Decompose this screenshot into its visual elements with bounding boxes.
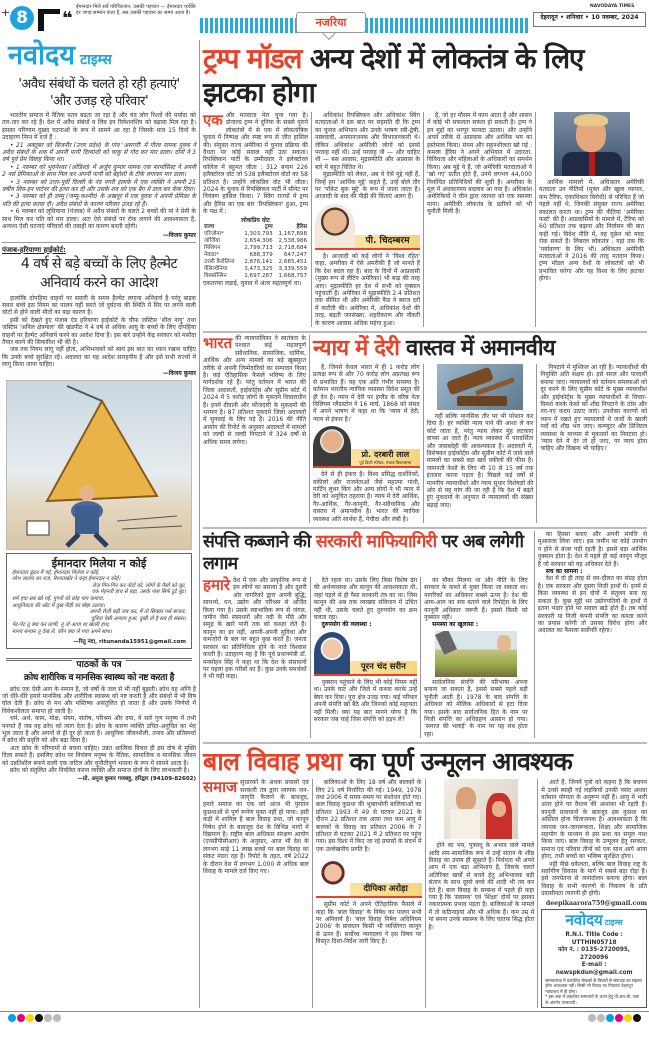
right-section xyxy=(200,40,647,1008)
chidambaram-photo-block xyxy=(315,204,420,250)
trump-col-1 xyxy=(203,112,311,327)
property-col-1 xyxy=(203,577,310,738)
darbari-lal-byline xyxy=(351,449,420,466)
table-cell: 2,654,306 xyxy=(244,238,273,245)
helmet-section-label: पंजाब-हरियाणा हाईकोर्ट: xyxy=(2,245,66,254)
table-header: राज्य xyxy=(204,224,215,231)
paragraph: अतः क्रोध के परिणामों से बचना चाहिए। उन्नत आत्मिक विचार ही इस दोष से मुक्ति दिला सकते हैं। इसलिए क्रोध पर नियंत्रण मनुष्य के नैतिक, सामाजिक व मानसिक जीवन को उन्नतिशील बनाने वाली एक जटिल और चुनौतीपूर्ण भावना के रूप में सामने आता है। xyxy=(2,744,196,767)
trump-photo xyxy=(554,112,630,176)
puran-chand-sarin-byline xyxy=(350,661,418,674)
chidambaram-photo xyxy=(315,204,355,248)
page-number: 8 xyxy=(16,8,28,28)
poem-line: मानव बनकर तू देख ले, कौन क्या ले गया अपने साथ। xyxy=(12,628,112,635)
paragraph: है, जो हर मौसम में काम आता है और शासन में कोई भी सफलता सफल हो सकती है। ट्रम्प ने इन मुद्दों का भरपूर फायदा उठाया। और उन्होंने अपने तरीके से आप्रवास और आर्थिक भय का इस्तेमाल किया। संयम और सहनशीलता खो गई : कमला हैरिस ने अपने अभियान में उदारता, विविधता और महिलाओं के अधिकारों का समर्थन किया। अब मुद्दे ये हैं, जो अमेरिकी मतदाताओं ने 'खो गए' प्रतीत होते हैं, उनमें लगभग 44,000 निर्वाचित प्रतिनिधियों की सूची है। अमरीका के मूल में अंधकारमय बदलाव आ गया है। अधिकांश अमेरिकियों ने चीन द्वारा व्यापार को एक समस्या माना। अमेरिकी लोकतंत्र के प्रतीकों को भी चुनौती मिली है। xyxy=(427,112,532,216)
poem-line: ईमानदार ढूंढन मैं गई, ईमानदार मिलेया न कोई, xyxy=(12,569,100,576)
byline-name: दीपिका अरोड़ा xyxy=(363,884,408,895)
table-header: हैरिस xyxy=(296,224,307,231)
paragraph: का मौका मिलना था और नीति के लिए सरकार के कब्जे से मुक्त किया जा सकता था। नागरिकों का अधिकार सबसे ऊपर है। देश की आम-आम का सच बताने वाले रिपोर्ट्स के लिए कानूनी अधिकार जरूरी हैं। इससे किसी को नुक्सान नहीं। xyxy=(424,577,528,622)
paragraph: क्रोध को संतुलित और नियंत्रित करना व्यक्ति और समाज दोनों के लिए लाभकारी है। xyxy=(10,766,190,774)
paragraph: देने से ही इंकार है। विश्व प्रसिद्ध दार्शनिकों, वकीलों और राजनेताओं जैसे महात्मा गांधी, मार्टिन लूथर किंग और अन्य लोगों ने भी न्याय में देरी को अनुचित ठहराया है। न्याय में देरी आर्थिक, गैर-आर्थिक, गैर-कानूनी, गैर-संवैधानिक और वास्तव में अमानवीय है। भारत की न्यायिक व्यवस्था अति सार्थक है, पेचीदा और लंबी है। xyxy=(313,471,420,523)
poem-line: अपनी रोज़ी बढ़ी जब कर, मैं तो सिक्का पर्स बाजार, xyxy=(89,609,186,616)
trump-kicker: एक xyxy=(203,111,223,129)
darbari-lal-photo xyxy=(313,426,351,466)
property-col-3 xyxy=(420,577,531,738)
left-column xyxy=(2,40,200,1008)
paragraph: • 21 अक्तूबर को बिजनौर (उत्तर प्रदेश) के गांव 'असगरी' में गौरव नामक युवक ने अवैध संबंधों के शक में अपनी पत्नी दिव्यांशी को चाकू से गोद कर मार डाला। दोनों ने 3 वर्ष पूर्व प्रेम विवाह किया था। xyxy=(2,141,196,164)
imprint-note: समाचारपत्र में प्रकाशित लेखकों के विचारों से संपादक का सहमत होना आवश्यक नहीं। किसी भी विवाद का निपटारा देहरादून न्यायालय में ही होगा। xyxy=(545,978,642,994)
imprint-email: E-mail : newspkdun@gmail.com xyxy=(555,962,633,976)
table-cell: 1,697,287 xyxy=(244,273,273,280)
paper-name-small: NAVODAYA TIMES xyxy=(590,4,635,9)
poem-line: रोज़ गिन-गिन कर नोटों को, लोगों के पैसों को लूट, xyxy=(92,582,186,589)
paragraph: होने का भय, पुत्रवधू के अभाव वाले मामले आदि सम-सामाजिक रूप में उन्हें संतान के शीघ्र विवाह का उपाय ही सुझाते हैं। निर्धनता भी अपने आप में एक बड़ा अभिशाप है, जिसके चलते अतिरिक्त खर्चों से बचने हेतु अभिभावक बड़ी संतान के साथ दूसरे बच्चे की शादी भी तय कर देते हैं। बाल विवाह के सम्बन्ध में पहले ही कहा गया है कि 'स्वास्थ्य' एवं 'शिक्षा' दोनों पर इसका नकारात्मक प्रभाव पड़ता है। बालिकाओं के मामले में तो कठिनाइयां और भी अधिक हैं। कम उम्र में मां बनना उनके स्वास्थ्य के लिए घातक सिद्ध होता है। xyxy=(428,842,535,931)
childmarriage-col-2 xyxy=(312,779,425,1008)
divider xyxy=(2,242,196,243)
table-cell: जॉर्जिया xyxy=(204,238,220,245)
paragraph: अधिकांश रिपब्लिकन और अधिकांश स्विंग मतदाताओं ने इस बात पर सहमति दी कि ट्रम्प का चुनाव अभियान और उनके भाषण स्त्री-द्वेषी, नस्लवादी, अपमानजनक और विभाजनकारी थे। लेकिन अधिकांश अमेरिकी लोगों को इससे परवाह नहीं थी। उन्हें परवाह थी — और चाहिए थी — बस आवास, मुद्रास्फीति और अप्रवास के बारे में बहुत चिंतित थे। xyxy=(315,112,420,171)
poem-title: ईमानदार मिलेया न कोई xyxy=(51,556,147,570)
property-headline-red: सरकारी माफियागिरी xyxy=(315,532,437,553)
puran-chand-sarin-photo-block xyxy=(314,632,418,676)
editorial-headline-2: 'और उजड़ रहे परिवार' xyxy=(49,94,149,109)
paragraph: बालिकाओं के लिए 18 वर्ष और बालकों के लिए 21 वर्ष निर्धारित की गई। 1949, 1978 तथा 2006 में समय-समय पर संशोधन होते गए। बाल विवाह कुप्रथा की भुक्तभोगी बालिकाओं का प्रतिशत 1993 में 49 से घटकर 2021 के दौरान 22 प्रतिशत तक आया तथा कम आयु में बालकों के विवाह का प्रतिशत 2006 के 7 प्रतिशत से घटकर 2021 में 2 प्रतिशत पर पहुंच गया। इस दिशा में किए जा रहे प्रयासों के संदर्भ में एक उल्लेखनीय प्रगति है। xyxy=(315,779,422,853)
helmet-author: —विजय कुमार xyxy=(162,369,196,377)
imprint-suffix: टाइम्स xyxy=(604,918,623,928)
childmarriage-kicker: समाज xyxy=(203,778,238,797)
table-cell: मिशिगन xyxy=(204,245,221,252)
paragraph: • 1 नवम्बर को भुवनेश्वर (ओडिशा) में अर्जुन कुमार नामक एक फार्मासिस्ट ने अपनी 2 नर्स प्रेमिकाओं के साथ मिल कर अपनी पत्नी को बेहोशी के टीके लगाकर मार डाला। xyxy=(2,163,196,179)
masthead xyxy=(2,40,196,76)
paragraph: • 3 नवम्बर को उत्तर-पूर्वी दिल्ली के नंद नगरी इलाके में एक व्यक्ति ने अपनी 25 वर्षीय लिव-इन पार्टनर की हत्या कर दी और उसके शव को एक बैग में डाल कर फेंक दिया। xyxy=(2,178,196,194)
paragraph xyxy=(424,621,528,628)
childmarriage-headline xyxy=(203,746,647,777)
vote-table xyxy=(203,224,308,280)
poem-line: शर्म हया सब खो गई, पुण्यों को छोड़ पाप कमाया, xyxy=(12,595,105,602)
property-kicker: हमारे xyxy=(203,576,230,595)
property-article xyxy=(203,529,647,744)
paragraph: मुद्रास्फीति को लेकर, अब ये ऐसे मुद्दे नहीं हैं, जिन्हें हम 'आर्थिक मुद्दे' कहते हैं, उन्हें बोले तौर पर 'पॉकेट बुक मुद्दे' के रूप में जाना जाता है। आज़ादी के बाद की पीढ़ी की चिंताएं अलग हैं। xyxy=(315,171,420,201)
rni-code: R.N.I. Title Code : UTTHIN05718 xyxy=(565,932,623,946)
section-tab xyxy=(296,12,366,33)
section-tab-label: नजरिया xyxy=(315,16,347,29)
justice-col-4 xyxy=(536,364,647,523)
paragraph: नुक्सान पहुंचाने के लिए भी कोई नियम नहीं था। उनके घाट और जिले में कब्जा करके उन्हें बेघर कर दिया। पूरा क्षेत्र उजड़ गया। कई परिवार अपनी संपत्ति खो बैठे और जिनको कोई सहायता नहीं मिली। क्या यह बात मानने योग्य है कि सरकार जब चाहे जिस संपत्ति को हड़प ले? xyxy=(313,678,418,723)
paragraph: नहीं पीछे धकेलता, बल्कि बाल विवाह राष्ट्र के सर्वांगीण विकास के मार्ग में सबसे बड़ा रोड़ा है। इसे जनचेतना से जनांदोलन बनाना होगा। बाल विवाह के सभी कारणों के निवारण के प्रति उदासीनता त्यागनी ही होगी। xyxy=(541,860,647,898)
paragraph: है, जिनसे केवल भारत में ही 1 करोड़ लोग प्रत्यक्ष रूप से और 70 करोड़ लोग अप्रत्यक्ष रूप से प्रभावित हैं। यह एक अति गंभीर समस्या है। वर्तमान भारतीय न्यायिक व्यवस्था विदेश प्रसूत की ही देन है। न्याय में देरी पर इंग्लैंड के वरिष्ठ नेता विलियम ग्लैडस्टोन ने 16 मार्च, 1868 को संसद में अपने भाषण में कहा था कि 'न्याय में देरी, न्याय से इंकार है।' xyxy=(313,363,420,423)
poem-line: दुनिया ऐसी अन्याय हुआ, दुखी तो है सब ही संसार। xyxy=(91,615,186,622)
paragraph: जब तक नियम लागू नहीं होता, अभिभावकों को स्वयं इस बात का ध्यान रखना चाहिए कि उनके बच्चे सुरक्षित रहें। अदालत का यह आदेश सराहनीय है और इसे सभी राज्यों में लागू किया जाना चाहिए। xyxy=(2,346,196,369)
poem-box xyxy=(6,553,192,649)
paragraph: • 6 नवम्बर को लुधियाना (पंजाब) में अवैध संबंधों के चलते 2 बच्चों की मां ने प्रेमी के साथ मिल कर पति को मार डाला। अतः ऐसे संबंधों पर रोक लगाने की आवश्यकता है, अन्यथा ऐसी घटनाएं परिवारों की तबाही का कारण बनती रहेंगी। xyxy=(2,208,196,231)
imprint-box xyxy=(541,909,647,1008)
imprint-name: नवोदय xyxy=(565,911,603,930)
byline-name: पी. चिदम्बरम xyxy=(365,235,410,246)
paragraph: की न्यायपालिका ने स्वतंत्रता के पश्चात कई महत्वपूर्ण संवैधानिक, सामाजिक, धार्मिक, आर्थिक और अन्य मामलों का बड़े खूबसूरत तरीके से अपनी जिम्मेदारियों का सम्पादन किया है। कई ऐतिहासिक फैसले भविष्य के लिए मार्गदर्शक रहे हैं। परंतु वर्तमान में भारत की जिला अदालतों, हाईकोर्ट्स और सुप्रीम कोर्ट में 2024 में 5 करोड़ लोगों के मुकदमे विचाराधीन हैं। इनमें दीवानी और फौजदारी के मुकदमों की भरमार है। 87 प्रतिशत मुकदमे जिला अदालतों में सुनवाई के लिए पड़े हैं। 2016 की नीति आयोग की रिपोर्ट के अनुसार अदालतों में मामलों को जल्दी से जल्दी निपटाने में 324 वर्षों से अधिक समय लगेगा। xyxy=(203,334,306,446)
table-cell: पेंसिल्वेनिया xyxy=(204,266,228,273)
paragraph: हालांकि दोपहिया वाहनों पर सवारी के समय हैल्मेट लगाना अनिवार्य है परंतु बाइक सवार बच्चे इस नियम का पालन नहीं करते जो दुर्घटना की स्थिति में सिर पर लगने वाली चोटों से होने वाली मौतों का बड़ा कारण है। xyxy=(2,294,196,317)
letters-body xyxy=(2,686,196,775)
table-cell: 2,718,684 xyxy=(278,245,307,252)
table-cell: 2,876,141 xyxy=(244,259,273,266)
table-cell: विस्कॉन्सिन xyxy=(204,273,227,280)
justice-col-1 xyxy=(203,335,309,523)
justice-main xyxy=(309,335,647,523)
table-cell: नेवाडा* xyxy=(204,252,219,259)
property-headline-b: पर अब लगेगी लगाम xyxy=(203,532,524,575)
header-quote: ईमानदार मिलें सर्वे परिचितजन, उसकी पहचान — ईमानदार व्यक्ति हर जगह सम्मान पाता है, बस उसकी पहचान का समय आता है। xyxy=(76,4,196,16)
table-cell: 647,247 xyxy=(283,252,307,259)
chidambaram-byline xyxy=(355,235,420,248)
author-email: deepikaarora759@gmail.com xyxy=(545,899,647,907)
cartoon-image xyxy=(6,380,192,550)
puran-chand-sarin-photo xyxy=(314,632,350,674)
letters-section-label: पाठकों के पत्र xyxy=(72,660,125,670)
byline-name: प्रो. दरबारी लाल xyxy=(361,450,410,460)
trump-col-2 xyxy=(311,112,423,327)
paragraph: सार्वजनिक संपत्ति की परिभाषा अपना बनाना जा सकता है, इससे सबसे पहले बड़ी चुनौती आती है। 1978 के बाद संपत्ति के अधिकार को मौलिक अधिकारों से हटा दिया गया। इसके बाद सार्वजनिक हित के नाम पर निजी संपत्ति का अधिग्रहण आसान हो गया। 'समाज की भलाई' के नाम पर यह सब होता रहा। xyxy=(424,678,528,738)
paragraph: धर्म, अर्थ, काम, मोक्ष, संयम, संतोष, परिश्रम और दया, ये सारे गुण मनुष्य में तभी पनपते हैं जब वह क्रोध को त्याग देता है। क्रोध के कारण व्यक्ति उचित-अनुचित का भेद भूल जाता है और अपनों से ही दूर हो जाता है। आधुनिक जीवनशैली, तनाव और प्रतिस्पर्धा ने क्रोध की प्रवृत्ति को और बढ़ा दिया है। xyxy=(2,715,196,745)
paragraph: सुप्रीम कोर्ट ने अपने ऐतिहासिक फैसले में कहा कि 'बाल विवाह' के निषेध का पालन सभी पर अनिवार्य है। 'बाल विवाह निषेध अधिनियम 2006' के प्रावधान किसी भी व्यक्तिगत कानून से ऊपर हैं। सर्वोच्च न्यायालय ने इस विषय पर विस्तृत दिशा-निर्देश जारी किए हैं। xyxy=(315,901,422,946)
deepika-arora-byline xyxy=(350,883,422,896)
property-main xyxy=(203,531,534,738)
table-cell: 2,799,713 xyxy=(244,245,273,252)
justice-kicker: भारत xyxy=(203,333,233,352)
paragraph: आर्थिक मामलों में, अधिकतर अमेरिकी मतदाता उन नीतियों (मुक्त और खुला व्यापार, कम टैरिफ, एकाधिकार विरोधी) से परिचित हैं जो पहले नहीं थे, जिनकी संयुक्त राज्य अमेरिका वकालत करता था। ट्रम्प की नीतियां 'अमेरिका फर्स्ट' की हैं। आप्रवासियों के मामले में, टैरिफ को 60 प्रतिशत तक बढ़ाना और निर्वासन की बात कही गई। विदेश नीति में, वह यूक्रेन को मदद रोक सकते हैं। लिबरल लोकतंत्र : यहां तक कि 'पर्यावरण' के लिए भी। अधिकतर अमेरिकी मतदाताओं ने 2016 की तरह मतदान किया। ट्रम्प मॉडल अन्य देशों के लोकतंत्रों को भी प्रभावित करेगा और यह विश्व के लिए झटका होगा। xyxy=(539,179,644,283)
editorial-author: —विजय कुमार xyxy=(162,231,196,239)
header-flag-bar xyxy=(38,9,60,14)
poem-line: आधुनिकता की ओट में दुख पीड़ी का बोझ उठाया। xyxy=(12,602,106,609)
paragraph: का हिस्सा बनाए और अपनी संपत्ति से मुआवजा लिया जाए। इस जमीन का कोई उपयोग न होने से बंजर पड़ी रहती है। इससे बड़ा आर्थिक नुक्सान होता है। देश में पहले ही कई कानून मौजूद हैं जो सरकार को यह अधिकार देते हैं। xyxy=(537,531,647,568)
paragraph: सुधारकों के अथक प्रयासों एवं सरकारी तंत्र द्वारा व्यापक जन-जागृति फैलाने के बावजूद, हमारे समाज का एक वर्ग आज भी पुरातन कुप्रथाओं से पूर्ण रूपेण मुक्त नहीं हो पाया। इसी कड़ी में शामिल है बाल विवाह प्रथा, जो कानून निषेध होने के बावजूद देश के विभिन्न भागों में विद्यमान है। राष्ट्रीय बाल अधिकार संरक्षण आयोग (एनसीपीसीआर) के अनुसार, आज भी देश के लगभग साढ़े 11 लाख बच्चों पर बाल विवाह का संकट मंडरा रहा है। रिपोर्ट के तहत, वर्ष 2022 के दौरान देश में लगभग 1,000 से अधिक बाल विवाह के मामले दर्ज किए गए। xyxy=(203,779,309,875)
poem-line: लोभ लालच का राज, रिश्वतखोर ने कहा ईमानदार न कोई। xyxy=(12,576,121,583)
paragraph: है। आज़ादी को कई लोगों ने 'विश्व रहित' कहा, अमरीका में ऐसे अमरीकी हैं जो मानते हैं कि देश बदल रहा है। बाद के दिनों में आप्रवासी (मुख्य रूप से लैटिन अमेरिका) भी बाढ़ की तरह आए। मुद्रास्फीति हर देश में सभी को नुक्सान पहुंचाती है। अमेरिका में मुद्रास्फीति 2.4 प्रतिशत तक सीमित थी और अमेरिकी फैड ने ब्याज दरों में कटौती की। अमेरिका में, अधिकांश देशों की तरह, बढ़ती जनसंख्या, शहरीकरण और नौकरी के कारण आवास अधिक महंगा हुआ। xyxy=(315,252,420,327)
table-cell: 688,379 xyxy=(249,252,273,259)
trump-headline-red: ट्रम्प मॉडल xyxy=(203,42,302,75)
registration-marks-row xyxy=(0,1012,649,1024)
page-number-badge xyxy=(10,6,34,30)
helmet-headline-2: अनिवार्य करने का आदेश xyxy=(40,274,158,291)
byline-designation: पूर्व डिप्टी स्पीकर, पंजाब विधानसभा xyxy=(359,460,412,466)
paragraph: और मतदाता मेरा चुना गया है। डोनाल्ड ट्रम्प ने दुनिया के सबसे पुराने लोकतंत्रों में से एक में लोकतांत्रिक चुनाव में निष्पक्ष और स्पष्ट रूप से जीत हासिल की। संयुक्त राज्य अमेरिका में चुनाव प्रक्रिया की वैधता पर कोई सवाल नहीं उठा सकता। रिपब्लिकन पार्टी के उम्मीदवार ने इलेक्टोरल कॉलेज में बहुमत जीता : 312 बनाम 226 इलैक्टोरल वोट जो 538 इलैक्टोरल वोटों का 58 प्रतिशत है। उन्होंने लोकप्रिय वोट भी जीता। 2024 के चुनाव में रिपब्लिकन पार्टी ने सीनेट पर नियंत्रण हासिल किया। 7 स्विंग राज्यों में ट्रम्प और हैरिस का एक बार 'रिपब्लिकन' हुआ, ट्रम्प के पक्ष में : xyxy=(203,112,308,216)
helmet-body xyxy=(2,295,196,369)
table-header: ट्रम्प xyxy=(264,224,273,231)
crop-mark: + xyxy=(1,6,11,19)
paragraph: देश में एक और प्राकृतिक रूप से हम लोगों का बसाया है और दूसरी ओर नागरिकों द्वारा अपनी बुद्धि, सामर्थ्य, धन, उद्योग और परिश्रम से अर्जित किया गया है। उसके स्वाभाविक रूप से जंगल, जमीन जैसे संसाधनों और नदी के मीठे और समुद्र के खारे पानी तक को कब्ज़ा लेते हैं। कानून का डर नहीं, अपनी-अपनी सुविधा और कमजोरों के बल पर बहुत कुछ करते हैं। जनता सरकार का प्रतिनिधित्व होने के नाते विश्वास करती है। उदाहरण यह है कि पूर्व प्रधानमंत्री डॉ. मनमोहन सिंह ने कहा था कि देश के संसाधनों पर पहला हक गरीबों का है। कुछ उनके समर्थकों ने भी यही कहा। xyxy=(203,577,307,681)
editorial-headline-1: 'अवैध संबंधों के चलते हो रही हत्याएं' xyxy=(18,77,180,92)
masthead-suffix: टाइम्स xyxy=(80,52,112,68)
table-cell: 1,668,757 xyxy=(278,273,307,280)
imprint-masthead xyxy=(545,912,643,932)
childmarriage-article xyxy=(203,744,647,1008)
childmarriage-headline-black: का पूर्ण उन्मूलन आवश्यक xyxy=(349,747,572,777)
childmarriage-col-3 xyxy=(425,779,538,1008)
paragraph: • 3 नवम्बर को ही जम्मू (जम्मू-कश्मीर) के अखनूर में एक युवक ने अपनी प्रेमिका के पति की हत्या करवा दी। अवैध संबंधों के कारण परिवार उजड़ रहे हैं। xyxy=(2,193,196,208)
paragraph: निपटाने में मुश्किल आ रही है। न्यायाधीशों की नियुक्ति अति सक्षम हो। इसे सरल और पारदर्शी बनाया जाए। न्यायालयों को वर्तमान समस्याओं को दूर करने के लिए सुप्रीम कोर्ट के मुख्य न्यायाधीश और हाईकोर्ट्स के मुख्य न्यायाधीशों से विचार-विमर्श करके केसों को शीघ्र निपटाने के ठोस और नए-नए कदम उठाए जाएं। उपरोक्त कारणों को ध्यान में रखते हुए न्यायालयों में जजों के खाली पदों को शीघ्र भरा जाए। कम्प्यूटर और डिजिटल व्यवस्था के माध्यम से मुकदमों का निपटारा हो। 'न्याय देने में देर तो हो जाए, पर न्याय होना चाहिए और दिखना भी चाहिए।' xyxy=(540,363,648,453)
quote-mark-icon: ❝ xyxy=(62,8,73,29)
poem-line: एक मेहनती हाथ से बड़ा, उसके पास सिर्फ टूटे बूट। xyxy=(91,589,186,596)
table-cell: 3,473,325 xyxy=(244,266,273,273)
property-col-4 xyxy=(534,531,647,738)
land-grab-illustration xyxy=(435,631,517,677)
childmarriage-col-1 xyxy=(203,779,312,1008)
masthead-name: नवोदय xyxy=(8,40,75,71)
trump-col-4 xyxy=(535,112,647,327)
paragraph: आते हैं, जिनमें पुत्रों को कहना है कि बचपन में उनसे ब्याही गई लड़कियों उनकी पसंद अथवा वर्तमान योग्यता के अनुरूप नहीं हैं। आयु में भारी अंतर होने पर वैधव्य की आशंका भी रहती है। कानूनी प्रावधानों के बावजूद इस कुप्रथा का अस्तित्व होना चिंताजनक है। आवश्यकता है कि व्यापक जन-जागरूकता, शिक्षा और सामाजिक सहयोग के माध्यम से इस प्रथा का समूल नाश किया जाए। बाल विवाह के उन्मूलन हेतु सरकार, समाज एवं परिवार तीनों को एक साथ आगे आना होगा, तभी बच्चों का भविष्य सुरक्षित होगा। xyxy=(541,779,647,861)
date-line: देहरादून • शनिवार • 10 नवम्बर, 2024 xyxy=(533,12,646,27)
poem-author: —रितु नंदा, ritunanda15951@gmail.com xyxy=(73,638,186,645)
table-cell: एरिज़ोना* xyxy=(204,231,224,238)
table-cell: उत्तरी कैरोलिना xyxy=(204,259,235,266)
paragraph: देते रहना था। उसके लिए किस विशेष ढंग की अर्थव्यवस्था और कानून की आवश्यकता थी, जहां पहले से ही पैसा सरकारी तंत्र का था। जिस कानून की अब तक व्याख्या संविधान में उचित नहीं थी, उसके चलते हुए दुरुपयोग का क्रम चलता रहा। xyxy=(313,577,418,622)
helmet-headline-1: 4 वर्ष से बड़े बच्चों के लिए हैल्मेट xyxy=(20,255,178,272)
trump-article xyxy=(203,40,647,333)
justice-headline-red: न्याय में देरी xyxy=(313,335,400,361)
deepika-arora-photo-block xyxy=(316,856,422,898)
trump-headline xyxy=(203,42,647,110)
letters-section-header xyxy=(6,652,192,672)
child-wedding-photo xyxy=(444,779,518,839)
letters-headline: क्रोध शारीरिक व मानसिक स्वास्थ्य को नष्ट करता है xyxy=(24,672,174,683)
paragraph: भारतीय समाज में नैतिक पतन बढ़ता जा रहा है और चंद लोग रिश्तों की मर्यादा को तार-तार कर रहे हैं। देश में अवैध संबंधों व लिव इन रिलेशनशिप को बढ़ावा मिल रहा है। इसका परिणाम दुखद घटनाओं के रूप में सामने आ रहा है जिसके मात्र 15 दिनों के उदाहरण निम्न में दर्ज हैं : xyxy=(2,112,196,142)
vote-table-title: लोकप्रिय वोट xyxy=(241,216,270,224)
subheading: दुरुपयोग की व्यवस्था : xyxy=(321,621,372,629)
table-cell: 3,339,559 xyxy=(278,266,307,273)
paragraph: नहीं बल्कि मानसिक तौर पर भी परेशान कर दिया है। हर व्यक्ति न्याय पाने की आशा ले कर कोर्ट जाता है, परंतु न्याय लेकर मुंह लटकाए वापस आ जाते हैं। न्याय व्यवस्था में पारदर्शिता और जवाबदेही की आवश्यकता है। अदालतों में, विशेषकर हाईकोर्ट्स और सुप्रीम कोर्ट में जाने वाले मामलों का सबसे बड़ा खर्च वकीलों की फीस है। जमानती केसों के लिए भी 10 से 15 वर्ष तक इंतजार करना पड़ता है। पिछले कई वर्षों से माननीय न्यायाधीशों और न्याय सुधार विशेषज्ञों की ओर से यह मांग की जा रही है कि देश में बढ़ते हुए मुकदमों के अनुपात में न्यायालयों की संख्या बढ़ाई जाए। xyxy=(426,412,534,509)
poem-line: पेट-पेट तू क्या कर प्राणी, तू तो आया था खाली हाथ, xyxy=(12,622,110,629)
cartoon-drawing xyxy=(7,381,192,550)
trump-col-3 xyxy=(423,112,535,327)
childmarriage-headline-red: बाल विवाह प्रथा xyxy=(203,747,342,777)
table-cell: 1,167,898 xyxy=(278,231,307,238)
vote-table-note: एकतरफा लड़ाई, चुनाव में अंतर महत्वपूर्ण था। xyxy=(203,280,302,288)
paragraph: देश में दो ही तरह से धन-दौलत का संग्रह होता है। एक सरकार और दूसरा निजी हाथों में। इनमें से किस व्यवस्था से इन दोनों में संतुलन बना रह सकता है। कुछ मुट्ठी भर उद्योगपतियों के हाथों में इतना भंडार होने पर सवाल खड़े होते हैं। तब कोई सरकारी या निजी कंपनी संपत्ति का कब्जा करने का प्रयास करेगी तो उसका विरोध होगा और अदालत का फैसला सर्वोपरि रहेगा। xyxy=(537,575,647,635)
page-body xyxy=(0,40,649,1008)
property-headline-a: संपत्ति कब्जाने की xyxy=(203,532,311,553)
gavel-image xyxy=(437,364,523,410)
letters-author: —प्रो. अनुज कुमार गजबहु, हरिद्वार (94109-82602) xyxy=(77,776,196,783)
justice-headline-black: वास्तव में अमानवीय xyxy=(406,335,555,361)
justice-article xyxy=(203,333,647,529)
table-cell: 2,538,986 xyxy=(278,238,307,245)
childmarriage-col-4 xyxy=(537,779,647,1008)
darbari-lal-photo-block xyxy=(313,426,420,468)
byline-name: पूरन चंद सरीन xyxy=(360,661,406,672)
registration-marks-right xyxy=(588,1014,641,1022)
subheading: समस्या का खुलासा : xyxy=(432,621,479,629)
justice-headline xyxy=(313,335,647,362)
property-col-2 xyxy=(310,577,421,738)
paragraph: क्रोध एक ऐसी आग के समान है, जो वर्षों के जल से भी नहीं बुझती। क्रोध वह अग्नि है जो धीरे-धीरे हमारे मानसिक और शारीरिक स्वास्थ्य को नष्ट करती है और संबंधों में भी विष घोल देती है। क्रोध से मन और मस्तिष्क असंतुलित हो जाता है और उसके निर्णयों में विवेकशीलता समाप्त हो जाती है। xyxy=(2,685,196,715)
paragraph: इसी को देखते हुए पंजाब एंड हरियाणा हाईकोर्ट के चीफ जस्टिस 'शील नागु' तथा जस्टिस 'अनिल क्षेत्रपाल' की खंडपीठ ने 4 वर्ष से अधिक आयु के बच्चों के लिए दोपहिया वाहनों पर हैल्मेट अनिवार्य करने का आदेश दिया है। इस बारे उन्होंने केंद्र सरकार को मसौदा तैयार करने की सिफारिश भी की है। xyxy=(2,316,196,346)
subheading: सच का सामना : xyxy=(545,568,583,576)
deepika-arora-photo xyxy=(316,856,350,896)
imprint-note: * इस अंक में प्रकाशित समाचारों के चयन हेतु पी.आर.बी. एक्ट के अंतर्गत उत्तरदायी। xyxy=(545,994,640,1005)
justice-col-3 xyxy=(423,364,537,523)
page-header xyxy=(0,0,649,40)
justice-col-2 xyxy=(313,364,423,523)
table-cell: 1,303,793 xyxy=(244,231,273,238)
trump-headline-black: अन्य देशों में लोकतंत्र के लिए झटका होगा xyxy=(203,42,584,109)
editorial-body xyxy=(2,112,196,231)
phone-numbers: फोन नं. : 0135-2720095, 2720096 xyxy=(558,947,631,961)
table-cell: 2,685,451 xyxy=(278,259,307,266)
registration-marks-left xyxy=(8,1014,61,1022)
paragraph xyxy=(314,621,418,628)
property-headline xyxy=(203,531,531,575)
